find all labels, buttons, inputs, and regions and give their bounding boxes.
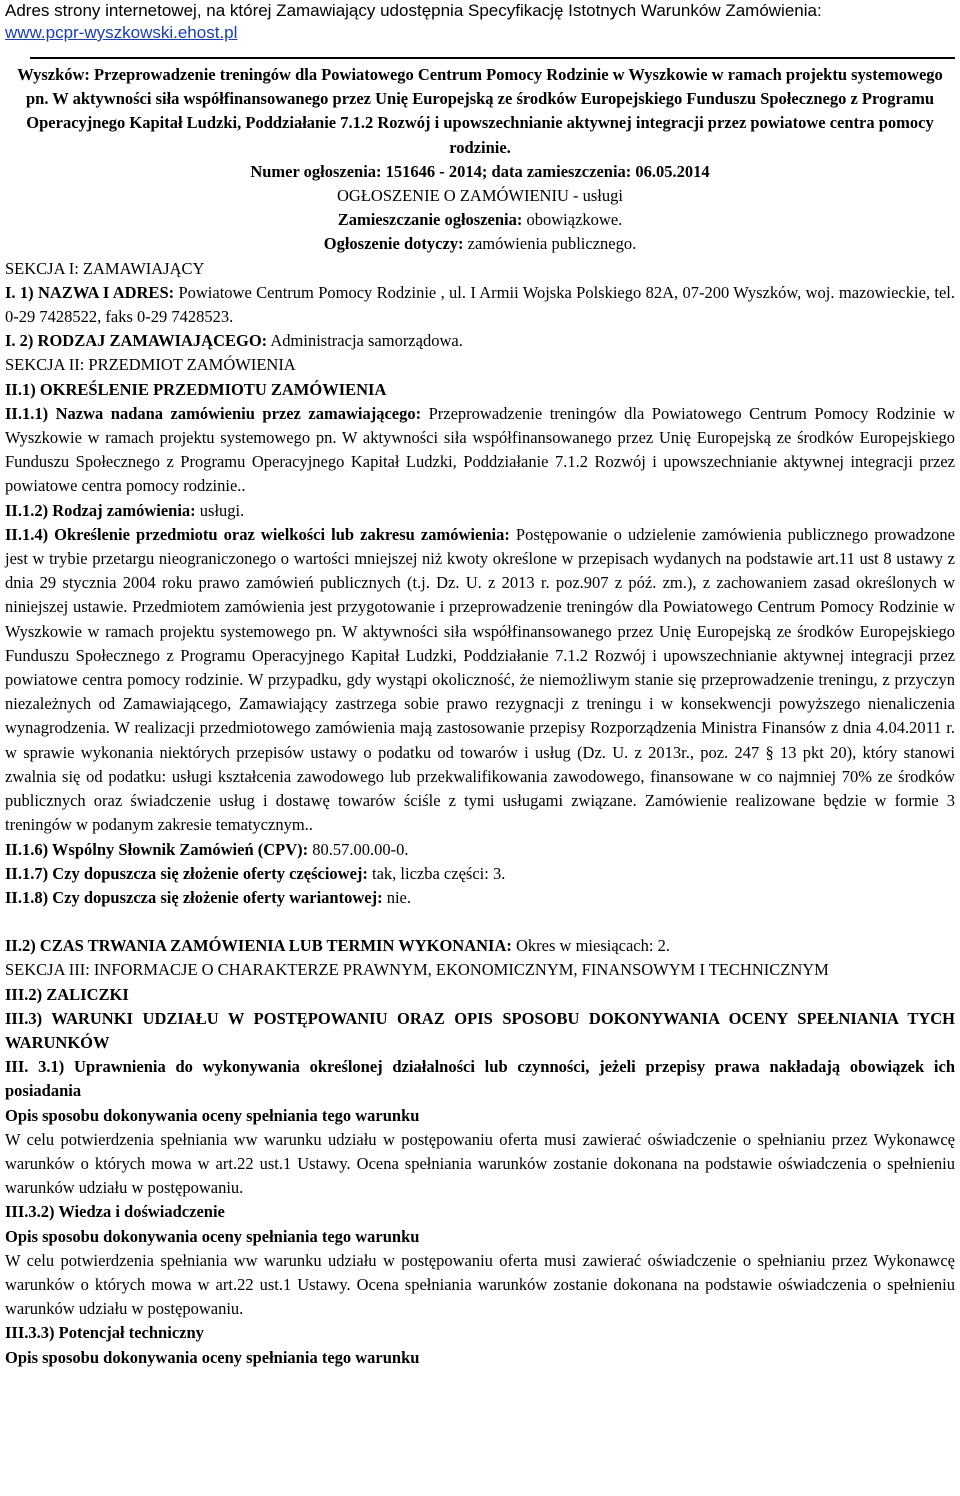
concerns-line bbox=[5, 232, 955, 256]
section-2-heading: SEKCJA II: PRZEDMIOT ZAMÓWIENIA bbox=[5, 355, 296, 375]
field-ii116-value: 80.57.00.00-0. bbox=[308, 839, 409, 859]
field-ii2 bbox=[5, 934, 955, 958]
notice-title: Wyszków: Przeprowadzenie treningów dla Powiatowego Centrum Pomocy Rodzinie w Wyszkowie w ramach projektu systemowego pn. W aktywności siła współfinansowanego przez Unię Europejską ze środków Europejskiego Funduszu Społecznego z Programu Operacyjnego Kapitał Ludzki, Poddziałanie 7.1.2 Rozwój i upowszechnianie aktywnej integracji przez powiatowe centra pomocy rodzinie. bbox=[17, 65, 943, 157]
concerns-value: zamówienia publicznego. bbox=[463, 234, 637, 254]
field-ii117-value: tak, liczba części: 3. bbox=[367, 863, 506, 883]
subsection-iii2: III.2) ZALICZKI bbox=[5, 984, 129, 1004]
field-ii118 bbox=[5, 886, 955, 910]
subsection-iii31: III. 3.1) Uprawnienia do wykonywania określonej działalności lub czynności, jeżeli przepisy prawa nakładają obowiązek ich posiadania bbox=[5, 1057, 955, 1101]
notice-number: Numer ogłoszenia: 151646 - 2014; data zamieszczenia: 06.05.2014 bbox=[250, 161, 710, 181]
header-divider bbox=[30, 57, 955, 59]
field-ii116-label: II.1.6) Wspólny Słownik Zamówień (CPV): bbox=[5, 839, 309, 859]
subsection-iii32: III.3.2) Wiedza i doświadczenie bbox=[5, 1202, 225, 1222]
field-ii111-value: Przeprowadzenie treningów dla Powiatowego Centrum Pomocy Rodzinie w Wyszkowie w ramach projektu systemowego pn. W aktywności siła współfinansowanego przez Unię Europejską ze środków Europejskiego Funduszu Społecznego z Programu Operacyjnego Kapitał Ludzki, Poddziałanie 7.1.2 Rozwój i upowszechnianie aktywnej integracji przez powiatowe centra pomocy rodzinie.. bbox=[5, 403, 955, 496]
field-ii117 bbox=[5, 862, 955, 886]
evaluation-heading-1: Opis sposobu dokonywania oceny spełniania tego warunku bbox=[5, 1105, 420, 1125]
field-ii112-label: II.1.2) Rodzaj zamówienia: bbox=[5, 500, 196, 520]
section-3-heading: SEKCJA III: INFORMACJE O CHARAKTERZE PRAWNYM, EKONOMICZNYM, FINANSOWYM I TECHNICZNYM bbox=[5, 960, 829, 980]
header-line: Adres strony internetowej, na której Zamawiający udostępnia Specyfikację Istotnych Warunków Zamówienia: bbox=[5, 1, 822, 20]
field-ii118-value: nie. bbox=[382, 887, 411, 907]
subsection-iii33: III.3.3) Potencjał techniczny bbox=[5, 1323, 204, 1343]
field-i2 bbox=[5, 329, 955, 353]
evaluation-text-2: W celu potwierdzenia spełniania ww warunku udziału w postępowaniu oferta musi zawierać oświadczenie o spełnianiu przez Wykonawcę warunków o których mowa w art.22 ust.1 Ustawy. Ocena spełniania warunków zostanie dokonana na podstawie oświadczenia o spełnieniu warunków udziału w postępowaniu. bbox=[5, 1250, 955, 1319]
field-ii114 bbox=[5, 523, 955, 838]
subsection-iii3: III.3) WARUNKI UDZIAŁU W POSTĘPOWANIU ORAZ OPIS SPOSOBU DOKONYWANIA OCENY SPEŁNIANIA TYCH WARUNKÓW bbox=[5, 1008, 955, 1052]
field-ii2-value: Okres w miesiącach: 2. bbox=[511, 936, 670, 956]
notice-type: OGŁOSZENIE O ZAMÓWIENIU - usługi bbox=[337, 186, 623, 206]
field-ii116 bbox=[5, 838, 955, 862]
field-ii112-value: usługi. bbox=[195, 500, 245, 520]
field-i2-label: I. 2) RODZAJ ZAMAWIAJĄCEGO: bbox=[5, 331, 268, 351]
field-i2-value: Administracja samorządowa. bbox=[267, 331, 463, 351]
concerns-label: Ogłoszenie dotyczy: bbox=[323, 234, 464, 254]
placement-label: Zamieszczanie ogłoszenia: bbox=[337, 210, 523, 230]
subsection-ii1: II.1) OKREŚLENIE PRZEDMIOTU ZAMÓWIENIA bbox=[5, 379, 387, 399]
field-ii114-label: II.1.4) Określenie przedmiotu oraz wielkości lub zakresu zamówienia: bbox=[5, 524, 510, 544]
field-ii114-value: Postępowanie o udzielenie zamówienia publicznego prowadzone jest w trybie przetargu nieograniczonego o wartości mniejszej niż kwoty określone w przepisach wydanych na podstawie art.11 ust 8 ustawy z dnia 29 stycznia 2004 roku prawo zamówień publicznych (t.j. Dz. U. z 2013 r. poz.907 z póź. zm.), z zachowaniem zasad określonych w niniejszej ustawie. Przedmiotem zamówienia jest przygotowanie i przeprowadzenie treningów dla Powiatowego Centrum Pomocy Rodzinie w Wyszkowie w ramach projektu systemowego pn. W aktywności siła współfinansowanego przez Unię Europejską ze środków Europejskiego Funduszu Społecznego z Programu Operacyjnego Kapitał Ludzki, Poddziałanie 7.1.2 Rozwój i upowszechnianie aktywnej integracji przez powiatowe centra pomocy rodzinie. W przypadku, gdy wystąpi okoliczność, że niemożliwym stanie się przeprowadzenie treningu, z przyczyn niezależnych od Zamawiającego, Zamawiający zastrzega sobie prawo rezygnacji z treningu i w konsekwencji powyższego nienaliczenia wynagrodzenia. W realizacji przedmiotowego zamówienia mają zastosowanie przepisy Rozporządzenia Ministra Finansów z dnia 4.04.2011 r. w sprawie wykonania niektórych przepisów ustawy o podatku od towarów i usług (Dz. U. z 2013r., poz. 247 § 13 pkt 20), który stanowi zwalnia się od podatku: usługi kształcenia zawodowego lub przekwalifikowania zawodowego, finansowane w co najmniej 70% ze środków publicznych oraz świadczenie usług i dostawę towarów ściśle z tymi usługami związane. Zamówienie realizowane będzie w formie 3 treningów w podanym zakresie tematycznym.. bbox=[5, 524, 956, 835]
placement-value: obowiązkowe. bbox=[522, 210, 623, 230]
evaluation-text-1: W celu potwierdzenia spełniania ww warunku udziału w postępowaniu oferta musi zawierać oświadczenie o spełnianiu przez Wykonawcę warunków o których mowa w art.22 ust.1 Ustawy. Ocena spełniania warunków zostanie dokonana na podstawie oświadczenia o spełnieniu warunków udziału w postępowaniu. bbox=[5, 1129, 955, 1198]
field-ii2-label: II.2) CZAS TRWANIA ZAMÓWIENIA LUB TERMIN WYKONANIA: bbox=[5, 936, 512, 956]
field-ii112 bbox=[5, 499, 955, 523]
section-1-heading: SEKCJA I: ZAMAWIAJĄCY bbox=[5, 258, 205, 278]
field-ii111 bbox=[5, 402, 955, 499]
header-link[interactable]: www.pcpr-wyszkowski.ehost.pl bbox=[5, 23, 238, 42]
field-i1-value: Powiatowe Centrum Pomocy Rodzinie , ul. I Armii Wojska Polskiego 82A, 07-200 Wyszków, woj. mazowieckie, tel. 0-29 7428522, faks 0-29 7428523. bbox=[5, 282, 955, 327]
field-i1 bbox=[5, 281, 955, 329]
field-ii118-label: II.1.8) Czy dopuszcza się złożenie oferty wariantowej: bbox=[5, 887, 383, 907]
field-ii111-label: II.1.1) Nazwa nadana zamówieniu przez zamawiającego: bbox=[5, 403, 422, 423]
field-i1-label: I. 1) NAZWA I ADRES: bbox=[5, 282, 175, 302]
evaluation-heading-2: Opis sposobu dokonywania oceny spełniania tego warunku bbox=[5, 1226, 420, 1246]
field-ii117-label: II.1.7) Czy dopuszcza się złożenie oferty częściowej: bbox=[5, 863, 368, 883]
spacer bbox=[5, 910, 955, 934]
placement-line bbox=[5, 208, 955, 232]
evaluation-heading-3: Opis sposobu dokonywania oceny spełniania tego warunku bbox=[5, 1347, 420, 1367]
page-header bbox=[5, 0, 955, 44]
